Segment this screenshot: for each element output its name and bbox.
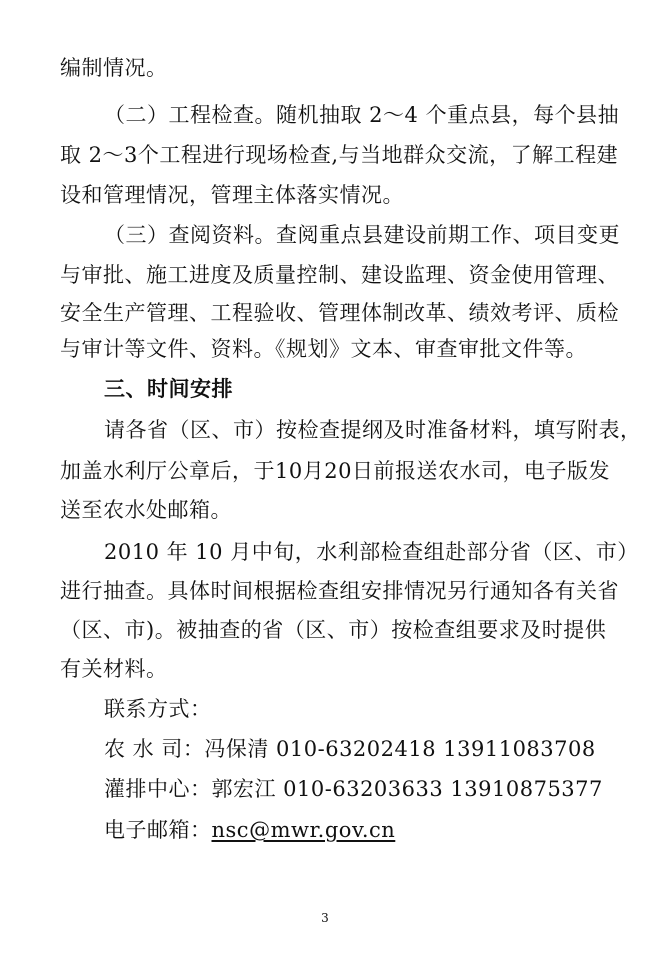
- email-link[interactable]: nsc@mwr.gov.cn: [211, 818, 396, 842]
- text-line: 安全生产管理、工程验收、管理体制改革、绩效考评、质检: [60, 301, 619, 325]
- section-heading: 三、时间安排: [104, 376, 233, 401]
- text-line: 加盖水利厅公章后，于10月20日前报送农水司，电子版发: [60, 459, 610, 483]
- contact-heading: 联系方式：: [104, 697, 212, 721]
- page-number: 3: [321, 911, 329, 925]
- email-line: [104, 814, 395, 846]
- text-line: 取 2～3个工程进行现场检查,与当地群众交流，了解工程建: [60, 143, 619, 167]
- text-line: （二）工程检查。随机抽取 2～4 个重点县，每个县抽: [104, 103, 620, 127]
- text-line: （三）查阅资料。查阅重点县建设前期工作、项目变更: [104, 223, 620, 247]
- text-line: 编制情况。: [60, 56, 168, 80]
- text-line: 进行抽查。具体时间根据检查组安排情况另行通知各有关省: [60, 579, 619, 603]
- text-line: 有关材料。: [60, 657, 168, 681]
- contact-line-nongshui: 农 水 司：冯保清 010-63202418 13911083708: [104, 737, 596, 761]
- text-line: 送至农水处邮箱。: [60, 498, 232, 522]
- contact-line-guanpai: 灌排中心：郭宏江 010-63203633 13910875377: [104, 777, 603, 801]
- text-line: 与审计等文件、资料。《规划》文本、审查审批文件等。: [60, 337, 587, 361]
- text-line: 与审批、施工进度及质量控制、建设监理、资金使用管理、: [60, 263, 619, 287]
- text-line: 设和管理情况，管理主体落实情况。: [60, 183, 404, 207]
- email-label: 电子邮箱：: [104, 818, 212, 842]
- text-line: （区、市)。被抽查的省（区、市）按检查组要求及时提供: [60, 618, 607, 642]
- text-line: 请各省（区、市）按检查提纲及时准备材料，填写附表，: [104, 418, 642, 442]
- text-line: 2010 年 10 月中旬，水利部检查组赴部分省（区、市）: [104, 540, 639, 564]
